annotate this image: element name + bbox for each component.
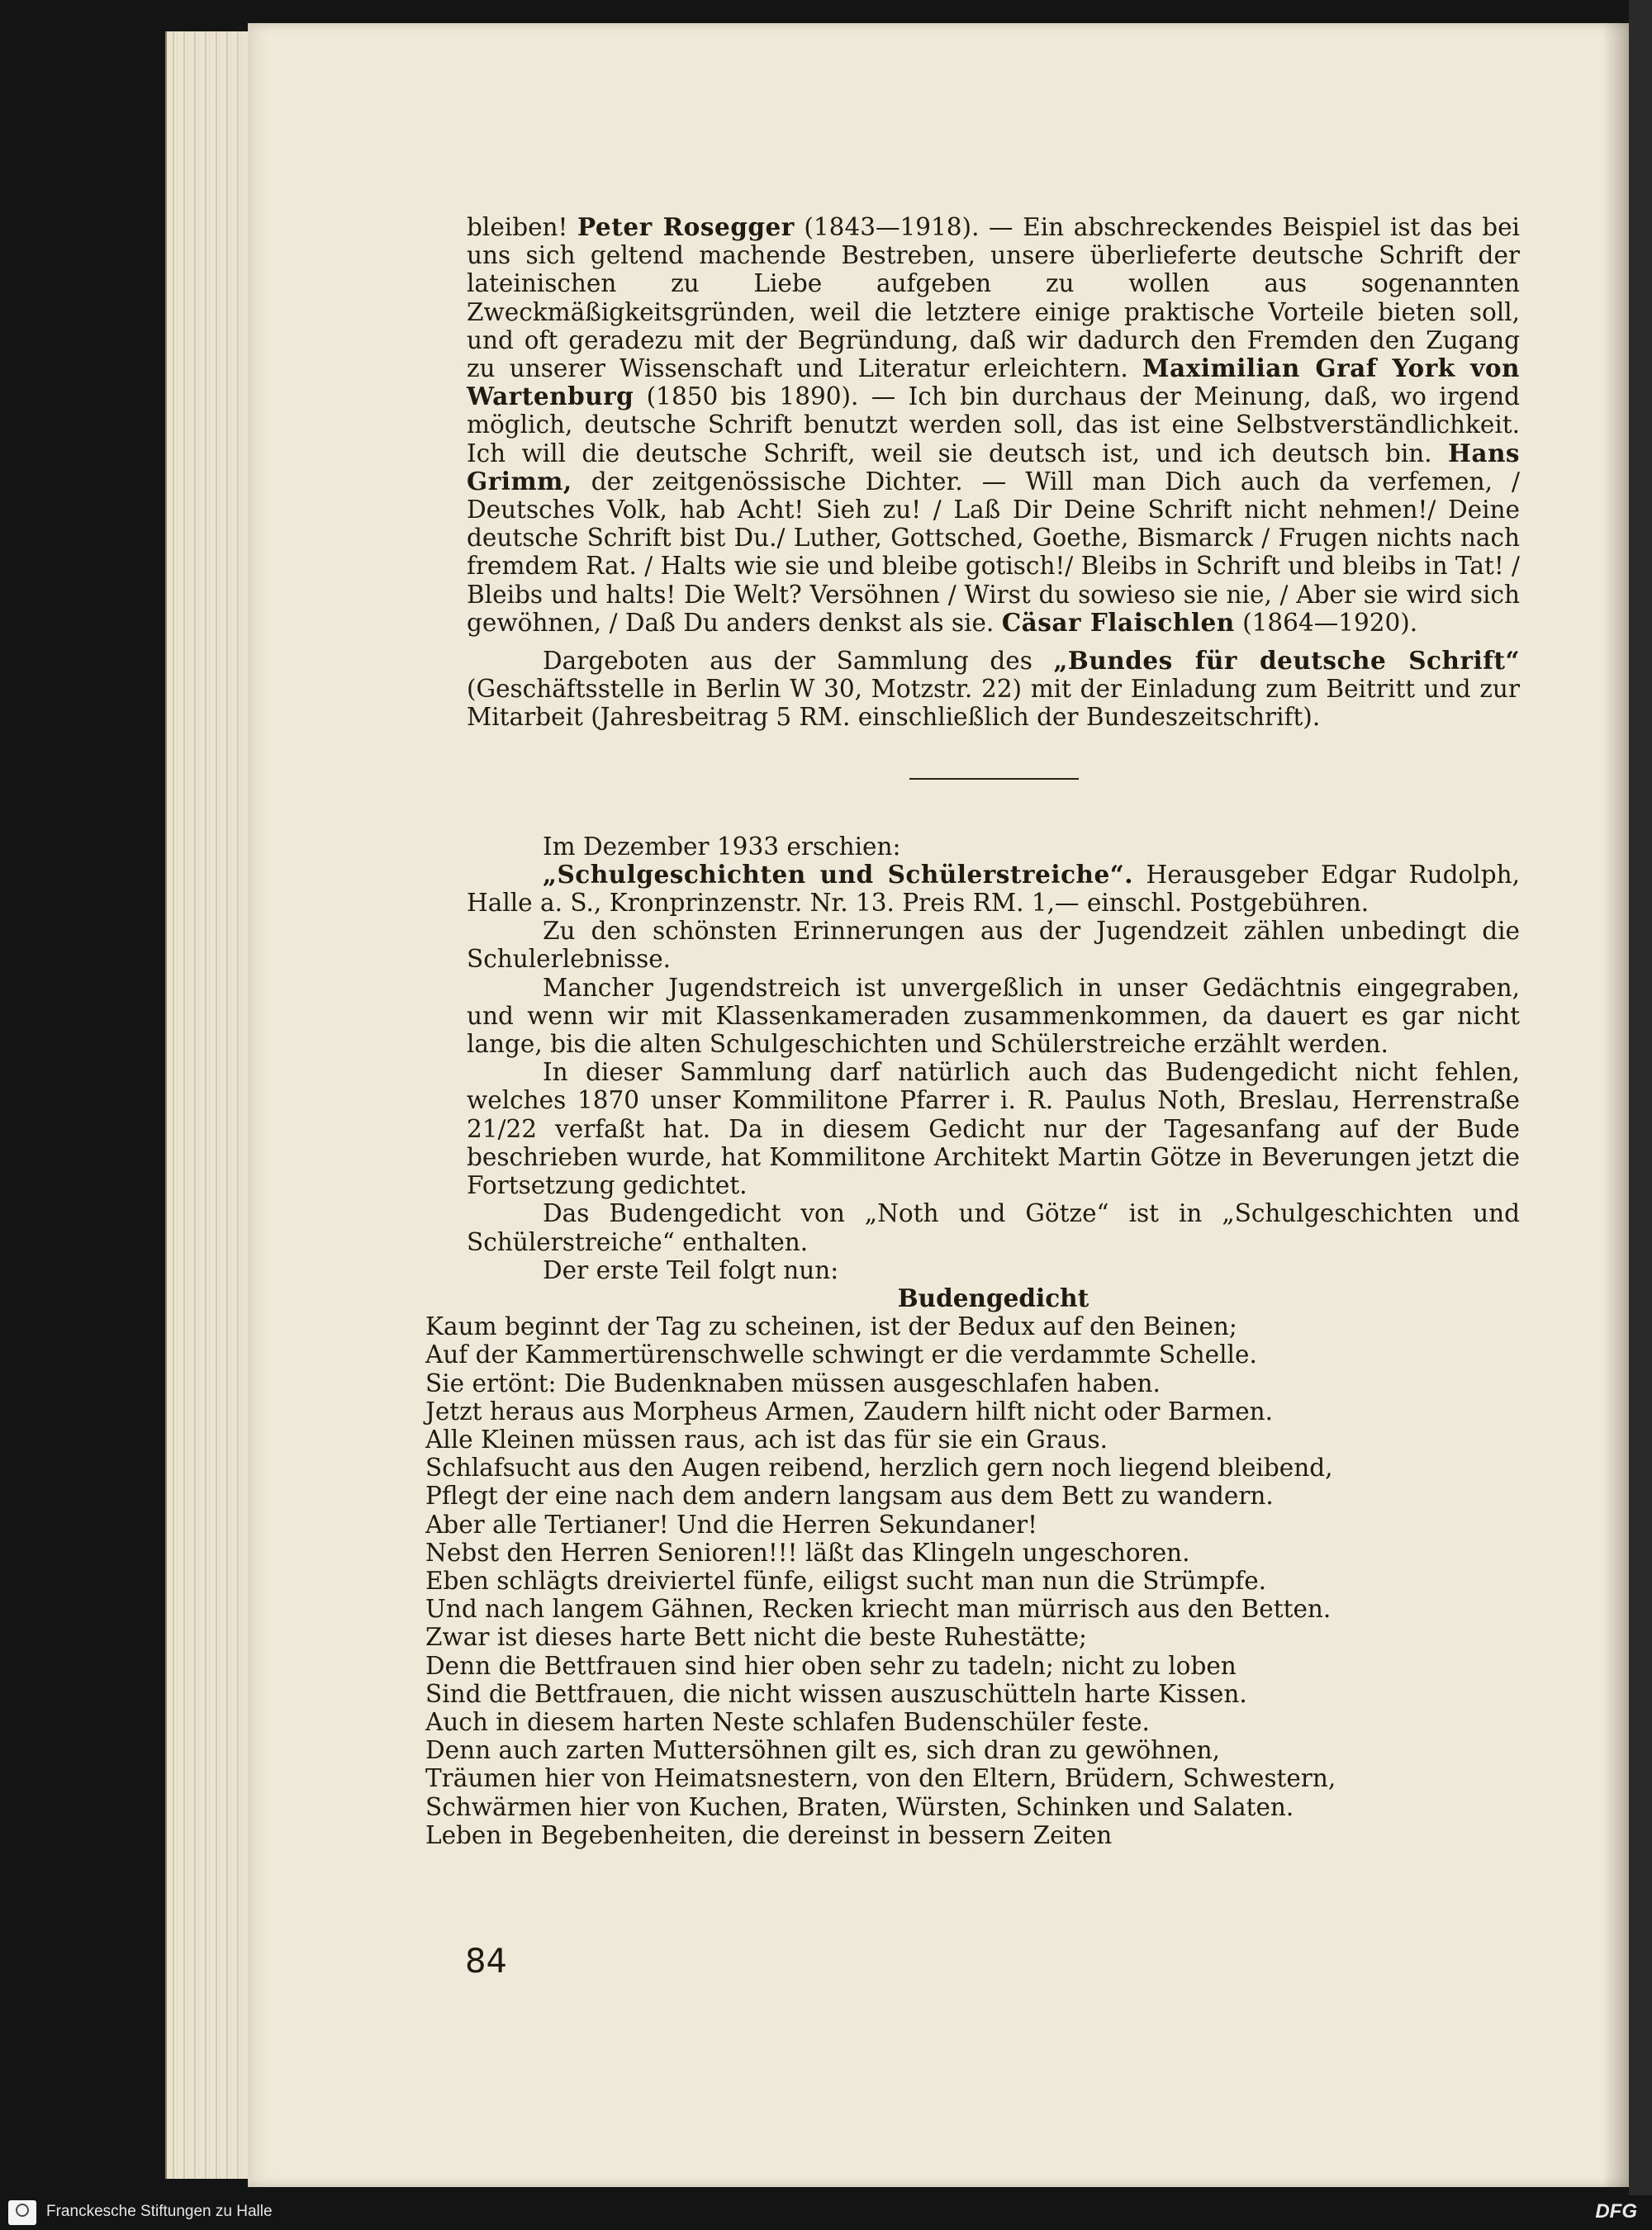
body-text: Dargeboten aus der Sammlung des (543, 647, 1054, 676)
poem-line: Jetzt heraus aus Morpheus Armen, Zaudern hilft nicht oder Barmen. (425, 1397, 1274, 1426)
paragraph-memories: Zu den schönsten Erinnerungen aus der Jugendzeit zählen unbedingt die Schulerlebnisse. (467, 917, 1520, 974)
emphasis-text: Cäsar Flaischlen (1001, 607, 1235, 637)
poem (425, 1312, 1520, 1849)
poem-line: Denn die Bettfrauen sind hier oben sehr zu tadeln; nicht zu loben (425, 1651, 1237, 1680)
page-text (425, 212, 1520, 1849)
body-text: (1843—1918). — Ein abschreckendes Beispiel ist das bei uns sich geltend machende Bestreben, unsere überlieferte deutsche Schrift der lateinischen zu Liebe aufgeben zu wollen aus sogenannten Zweckmäßigkeitsgründen, weil die letztere einige praktische Vorteile bieten soll, und oft geradezu mit der Begründung, daß wir dadurch den Fremden den Zugang zu unserer Wissenschaft und Literatur erleichtern. (467, 213, 1520, 383)
poem-line: Nebst den Herren Senioren!!! läßt das Klingeln ungeschoren. (425, 1538, 1190, 1567)
poem-line: Leben in Begebenheiten, die dereinst in bessern Zeiten (425, 1820, 1113, 1849)
emphasis-text: Peter Rosegger (577, 212, 795, 241)
poem-line: Pflegt der eine nach dem andern langsam aus dem Bett zu wandern. (425, 1482, 1274, 1511)
poem-line: Träumen hier von Heimatsnestern, von den Eltern, Brüdern, Schwestern, (425, 1764, 1336, 1793)
body-text: (1864—1920). (1234, 608, 1418, 637)
paragraph-pranks: Mancher Jugendstreich ist unvergeßlich in unser Gedächtnis eingegraben, und wenn wir mit Klassenkameraden zusammenkommen, da dauert es gar nicht lange, bis die alten Schulgeschichten und Schülerstreiche erzählt werden. (467, 973, 1520, 1059)
poem-title: Budengedicht (897, 1283, 1089, 1312)
poem-line: Schlafsucht aus den Augen reibend, herzlich gern noch liegend bleibend, (425, 1454, 1333, 1483)
paragraph-first-part: Der erste Teil folgt nun: (543, 1255, 839, 1284)
poem-line: Kaum beginnt der Tag zu scheinen, ist der Bedux auf den Beinen; (425, 1312, 1237, 1341)
poem-line: Eben schlägts dreiviertel fünfe, eiligst sucht man nun die Strümpfe. (425, 1566, 1267, 1595)
poem-line: Sie ertönt: Die Budenknaben müssen ausgeschlafen haben. (425, 1369, 1161, 1397)
footer-source: Franckesche Stiftungen zu Halle (46, 2203, 273, 2220)
institution-logo-icon (8, 2200, 36, 2225)
paragraph-source (467, 647, 1520, 732)
body-text: der zeitgenössische Dichter. — Will man Dich auch da verfemen, / Deutsches Volk, hab Acht! Sieh zu! / Laß Dir Deine Schrift nicht nehmen!/ Deine deutsche Schrift bist Du./ Luther, Gottsched, Goethe, Bismarck / Frugen nichts nach fremdem Rat. / Halts wie sie und bleibe gotisch!/ Bleibs in Schrift und bleibs in Tat! / Bleibs und halts! Die Welt? Versöhnen / Wirst du sowieso sie nie, / Aber sie wird sich gewöhnen, / Daß Du anders denkst als sie. (467, 467, 1520, 637)
poem-line: Schwärmen hier von Kuchen, Braten, Würsten, Schinken und Salaten. (425, 1792, 1294, 1821)
body-text: (Geschäftsstelle in Berlin W 30, Motzstr. 22) mit der Einladung zum Beitritt und zur Mitarbeit (Jahresbeitrag 5 RM. einschließlich der Bundeszeitschrift). (467, 675, 1520, 732)
poem-line: Und nach langem Gähnen, Recken kriecht man mürrisch aus den Betten. (425, 1595, 1332, 1624)
book-announcement (467, 861, 1520, 917)
poem-line: Aber alle Tertianer! Und die Herren Sekundaner! (425, 1510, 1037, 1539)
paragraph-poem-source: Das Budengedicht von „Noth und Götze“ ist in „Schulgeschichten und Schülerstreiche“ enthalten. (467, 1199, 1520, 1256)
emphasis-text: „Bundes für deutsche Schrift“ (1053, 646, 1520, 676)
scan-border (1629, 0, 1652, 2230)
poem-line: Denn auch zarten Muttersöhnen gilt es, sich dran zu gewöhnen, (425, 1736, 1220, 1765)
dfg-logo: DFG (1595, 2200, 1637, 2223)
body-text: bleiben! (467, 213, 578, 241)
emphasis-text: Hans Grimm, (467, 438, 1520, 496)
emphasis-text: „Schulgeschichten und Schülerstreiche“. (543, 859, 1133, 889)
poem-line: Auch in diesem harten Neste schlafen Budenschüler feste. (425, 1707, 1150, 1736)
body-text: Herausgeber Edgar Rudolph, Halle a. S., Kronprinzenstr. Nr. 13. Preis RM. 1,— einschl. Postgebühren. (467, 860, 1520, 918)
poem-line: Alle Kleinen müssen raus, ach ist das für sie ein Graus. (425, 1425, 1108, 1454)
poem-line: Zwar ist dieses harte Bett nicht die beste Ruhestätte; (425, 1623, 1087, 1652)
poem-line: Auf der Kammertürenschwelle schwingt er die verdammte Schelle. (425, 1340, 1257, 1369)
paragraph-collection: In dieser Sammlung darf natürlich auch das Budengedicht nicht fehlen, welches 1870 unser Kommilitone Pfarrer i. R. Paulus Noth, Breslau, Herrenstraße 21/22 verfaßt hat. Da in diesem Gedicht nur der Tagesanfang auf der Bude beschrieben wurde, hat Kommilitone Architekt Martin Götze in Beverungen jetzt die Fortsetzung gedichtet. (467, 1058, 1520, 1200)
announcement-heading: Im Dezember 1933 erschien: (543, 832, 901, 861)
poem-line: Sind die Bettfrauen, die nicht wissen auszuschütteln harte Kissen. (425, 1679, 1247, 1708)
paragraph-quotes (467, 213, 1520, 637)
emphasis-text: Maximilian Graf York von Wartenburg (467, 353, 1520, 411)
page-number: 84 (465, 1943, 507, 1981)
body-text: (1850 bis 1890). — Ich bin durchaus der Meinung, daß, wo irgend möglich, deutsche Schrift benutzt werden soll, das ist eine Selbstverständlichkeit. Ich will die deutsche Schrift, weil sie deutsch ist, und ich deutsch bin. (467, 382, 1520, 467)
footer-bar (0, 2195, 1652, 2230)
